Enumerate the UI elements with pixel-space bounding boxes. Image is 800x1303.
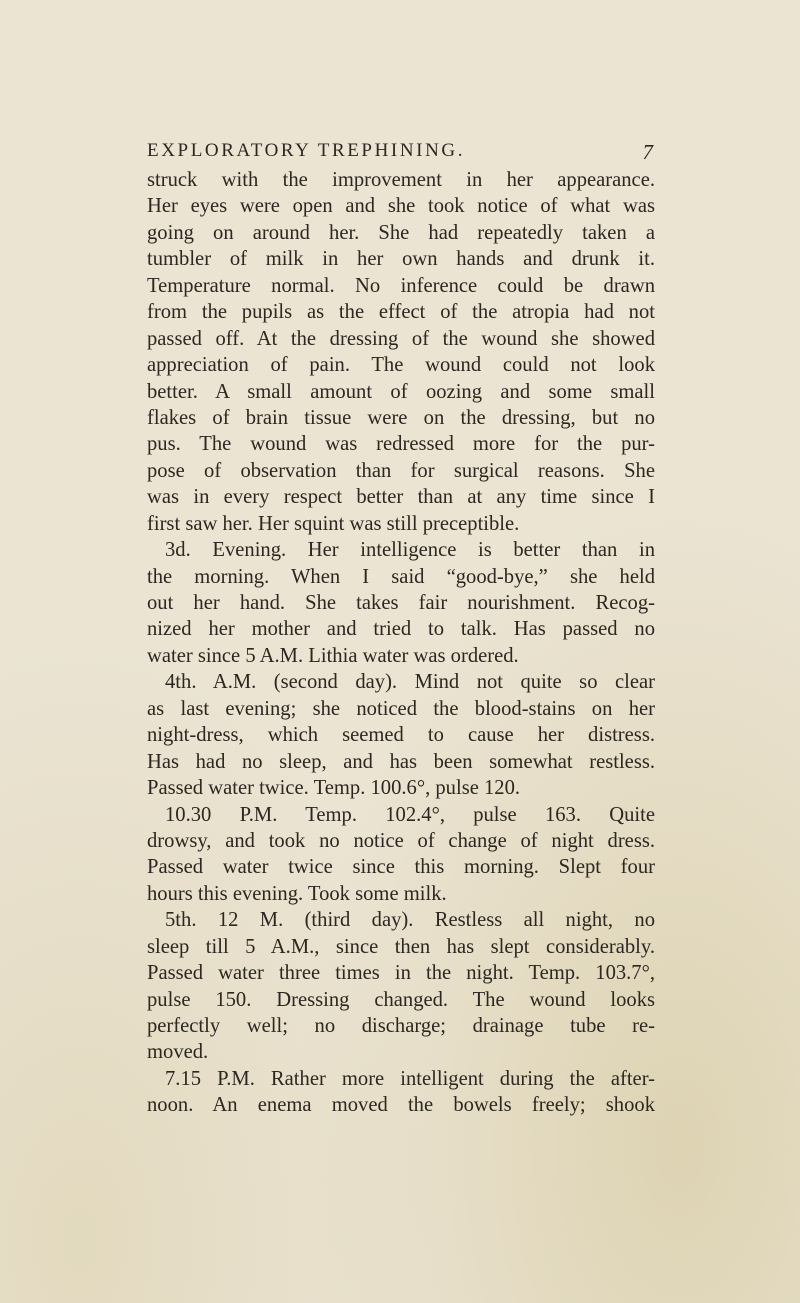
text-line: as last evening; she noticed the blood-stains on her [147, 697, 655, 720]
running-head [147, 140, 655, 168]
text-line: Passed water three times in the night. Temp. 103.7°, [147, 962, 655, 985]
text-line: going on around her. She had repeatedly taken a [147, 221, 655, 244]
text-line: 5th. 12 M. (third day). Restless all night, no [165, 909, 655, 932]
text-line: the morning. When I said “good-bye,” she held [147, 565, 655, 588]
text-line: perfectly well; no discharge; drainage tube re- [147, 1015, 655, 1037]
text-line: Has had no sleep, and has been somewhat restless. [147, 750, 655, 773]
text-line: tumbler of milk in her own hands and drunk it. [147, 248, 655, 271]
text-line: sleep till 5 A.M., since then has slept considerably. [147, 935, 655, 958]
text-line: 4th. A.M. (second day). Mind not quite so clear [165, 671, 655, 694]
text-line: Passed water twice. Temp. 100.6°, pulse 120. [147, 777, 521, 800]
text-line: out her hand. She takes fair nourishment. Recog- [147, 592, 655, 614]
running-title: EXPLORATORY TREPHINING. [147, 140, 466, 161]
body-text [147, 167, 655, 1119]
text-line: from the pupils as the effect of the atropia had not [147, 301, 655, 324]
text-line: Passed water twice since this morning. Slept four [147, 856, 655, 879]
text-line: struck with the improvement in her appearance. [147, 169, 655, 191]
text-line: appreciation of pain. The wound could not look [147, 354, 655, 377]
text-line: 3d. Evening. Her intelligence is better than in [165, 539, 655, 562]
text-line: pus. The wound was redressed more for the pur- [147, 433, 655, 456]
text-line: 7.15 P.M. Rather more intelligent during the after- [165, 1067, 655, 1090]
text-line: flakes of brain tissue were on the dressing, but no [147, 406, 655, 429]
text-line: 10.30 P.M. Temp. 102.4°, pulse 163. Quite [165, 803, 655, 826]
text-line: pose of observation than for surgical reasons. She [147, 459, 655, 482]
text-line: moved. [147, 1041, 209, 1064]
text-line: first saw her. Her squint was still preceptible. [147, 512, 520, 535]
text-line: nized her mother and tried to talk. Has passed no [147, 618, 655, 641]
page-number: 7 [642, 140, 653, 164]
text-line: night-dress, which seemed to cause her distress. [147, 724, 655, 747]
text-line: was in every respect better than at any time since I [147, 486, 655, 509]
text-line: Her eyes were open and she took notice of what was [147, 195, 655, 218]
text-line: water since 5 A.M. Lithia water was ordered. [147, 644, 519, 667]
text-line: noon. An enema moved the bowels freely; shook [147, 1094, 655, 1117]
text-line: passed off. At the dressing of the wound she showed [147, 327, 655, 350]
text-line: hours this evening. Took some milk. [147, 882, 447, 905]
text-line: pulse 150. Dressing changed. The wound looks [147, 988, 655, 1011]
text-line: better. A small amount of oozing and some small [147, 380, 655, 403]
text-line: drowsy, and took no notice of change of night dress. [147, 829, 655, 852]
text-line: Temperature normal. No inference could be drawn [147, 274, 655, 297]
